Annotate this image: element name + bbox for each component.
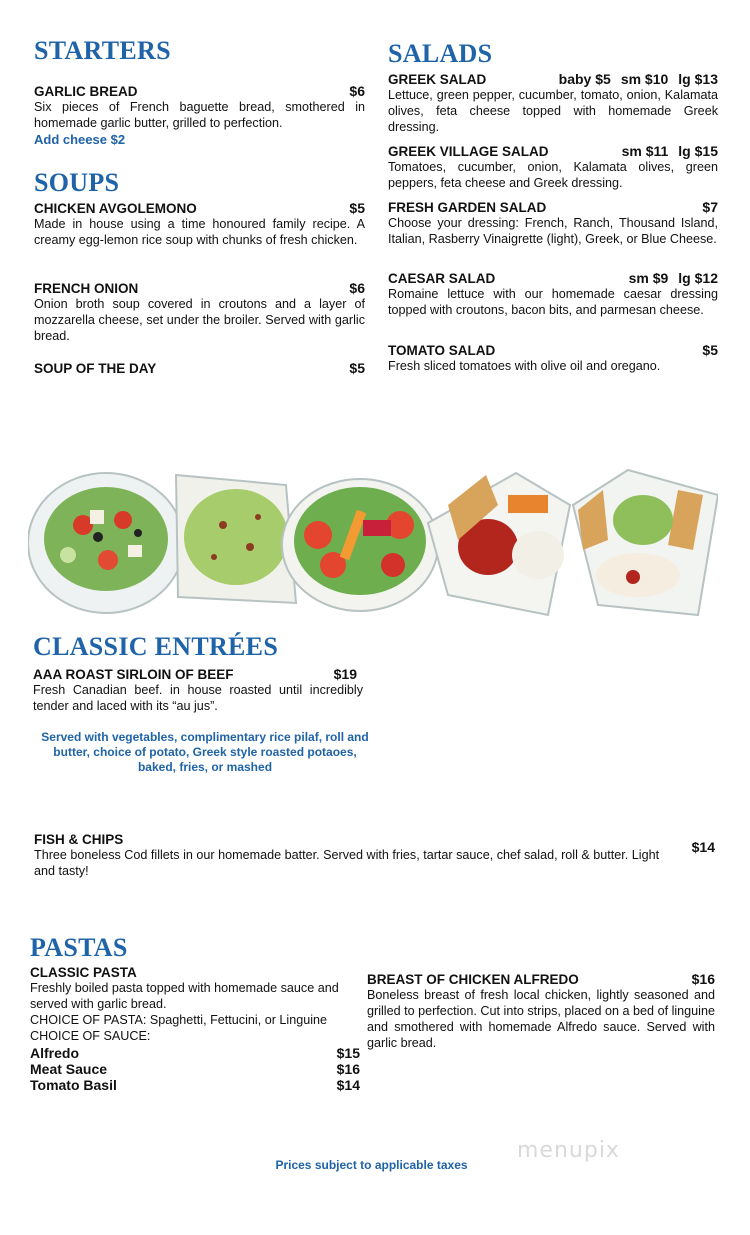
item-name: AAA ROAST SIRLOIN OF BEEF <box>33 667 234 682</box>
item-price: $5 <box>349 200 365 216</box>
sauce-price: $15 <box>336 1045 360 1061</box>
item-description: Fresh sliced tomatoes with olive oil and oregano. <box>388 359 661 373</box>
item-description: Lettuce, green pepper, cucumber, tomato, onion, Kalamata olives, feta cheese topped with homemade Greek dressing. <box>388 88 718 134</box>
item-price: $6 <box>349 83 365 99</box>
item-description: Fresh Canadian beef. in house roasted until incredibly tender and laced with its “au jus”. <box>33 683 363 713</box>
item-name: FISH & CHIPS <box>34 832 124 847</box>
garden-salad-plate-image <box>282 479 438 611</box>
menu-item-fresh-garden-salad <box>388 199 718 247</box>
item-description: Choose your dressing: French, Ranch, Thousand Island, Italian, Rasberry Vinaigrette (light), Greek, or Blue Cheese. <box>388 216 718 246</box>
item-description: Tomatoes, cucumber, onion, Kalamata olives, green peppers, feta cheese and Greek dressing. <box>388 160 718 190</box>
item-sizes <box>619 270 718 286</box>
size-price: lg $13 <box>678 71 718 87</box>
menu-item-chicken-alfredo <box>367 971 715 1051</box>
menu-item-soup-of-the-day <box>34 360 365 376</box>
sauce-price: $14 <box>336 1077 360 1093</box>
item-name: FRENCH ONION <box>34 281 139 296</box>
menu-item-roast-sirloin <box>33 666 363 714</box>
size-price: baby $5 <box>558 71 611 87</box>
pasta-choice: CHOICE OF PASTA: Spaghetti, Fettucini, or Linguine <box>30 1013 328 1027</box>
item-description: Six pieces of French baguette bread, smothered in homemade garlic butter, grilled to perfection. <box>34 100 365 130</box>
item-price: $6 <box>349 280 365 296</box>
sauce-option <box>30 1045 360 1061</box>
fish-chips-plate-image <box>573 470 718 615</box>
size-price: sm $10 <box>620 71 669 87</box>
menu-item-fish-chips <box>34 831 715 879</box>
item-name: BREAST OF CHICKEN ALFREDO <box>367 972 579 987</box>
item-price: $5 <box>349 360 365 376</box>
menu-item-chicken-avgolemono <box>34 200 365 248</box>
menu-item-greek-village-salad <box>388 143 718 191</box>
sauce-name: Tomato Basil <box>30 1077 117 1093</box>
item-description: Freshly boiled pasta topped with homemade sauce and served with garlic bread. <box>30 981 339 1011</box>
menu-item-caesar-salad <box>388 270 718 318</box>
item-price: $16 <box>691 971 715 987</box>
item-description: Romaine lettuce with our homemade caesar dressing topped with croutons, bacon bits, and parmesan cheese. <box>388 287 718 317</box>
sirloin-plate-image <box>428 473 570 615</box>
item-name: CLASSIC PASTA <box>30 965 137 980</box>
item-description: Onion broth soup covered in croutons and a layer of mozzarella cheese, set under the broiler. Served with garlic bread. <box>34 297 365 343</box>
menupix-watermark: menupix <box>517 1138 620 1163</box>
item-price: $5 <box>702 342 718 358</box>
item-name: CHICKEN AVGOLEMONO <box>34 201 197 216</box>
item-price: $14 <box>691 839 715 855</box>
item-price: $19 <box>333 666 357 682</box>
menu-item-classic-pasta <box>30 965 360 1093</box>
item-description: Made in house using a time honoured family recipe. A creamy egg-lemon rice soup with chunks of fresh chicken. <box>34 217 365 247</box>
food-photo-strip <box>28 465 718 625</box>
sauce-name: Meat Sauce <box>30 1061 108 1077</box>
sauce-name: Alfredo <box>30 1045 79 1061</box>
entrees-title: CLASSIC ENTRÉES <box>33 632 279 661</box>
item-name: FRESH GARDEN SALAD <box>388 200 547 215</box>
menu-item-greek-salad <box>388 71 718 135</box>
item-name: SOUP OF THE DAY <box>34 361 157 376</box>
size-price: sm $9 <box>628 270 669 286</box>
sauce-price: $16 <box>336 1061 360 1077</box>
sauce-option <box>30 1077 360 1093</box>
served-with-note: Served with vegetables, complimentary rice pilaf, roll and butter, choice of potato, Greek style roasted potaoes, baked, fries, or mashed <box>41 730 369 774</box>
item-name: GREEK SALAD <box>388 72 487 87</box>
sauce-choice-label: CHOICE OF SAUCE: <box>30 1029 151 1043</box>
item-price: $7 <box>702 199 718 215</box>
caesar-salad-plate-image <box>176 475 296 603</box>
item-sizes <box>549 71 718 87</box>
soups-title: SOUPS <box>34 168 120 197</box>
item-sizes <box>612 143 718 159</box>
size-price: lg $15 <box>678 143 718 159</box>
menu-item-french-onion <box>34 280 365 344</box>
starters-title: STARTERS <box>34 36 171 65</box>
menu-item-tomato-salad <box>388 342 718 374</box>
add-cheese-note: Add cheese $2 <box>34 132 126 147</box>
item-description: Three boneless Cod fillets in our homemade batter. Served with fries, tartar sauce, chef salad, roll & butter. Light and tasty! <box>34 848 660 878</box>
item-description: Boneless breast of fresh local chicken, lightly seasoned and grilled to perfection. Cut into strips, placed on a bed of linguine and smothered with homemade Alfredo sauce. Served with garlic bread. <box>367 988 715 1050</box>
size-price: sm $11 <box>621 143 669 159</box>
menu-item-garlic-bread <box>34 83 365 147</box>
salads-title: SALADS <box>388 39 493 68</box>
pastas-title: PASTAS <box>30 933 128 962</box>
taxes-note: Prices subject to applicable taxes <box>275 1158 468 1172</box>
item-name: CAESAR SALAD <box>388 271 496 286</box>
greek-salad-plate-image <box>28 473 184 613</box>
item-name: TOMATO SALAD <box>388 343 496 358</box>
item-name: GARLIC BREAD <box>34 84 138 99</box>
sauce-option <box>30 1061 360 1077</box>
size-price: lg $12 <box>678 270 718 286</box>
item-name: GREEK VILLAGE SALAD <box>388 144 549 159</box>
